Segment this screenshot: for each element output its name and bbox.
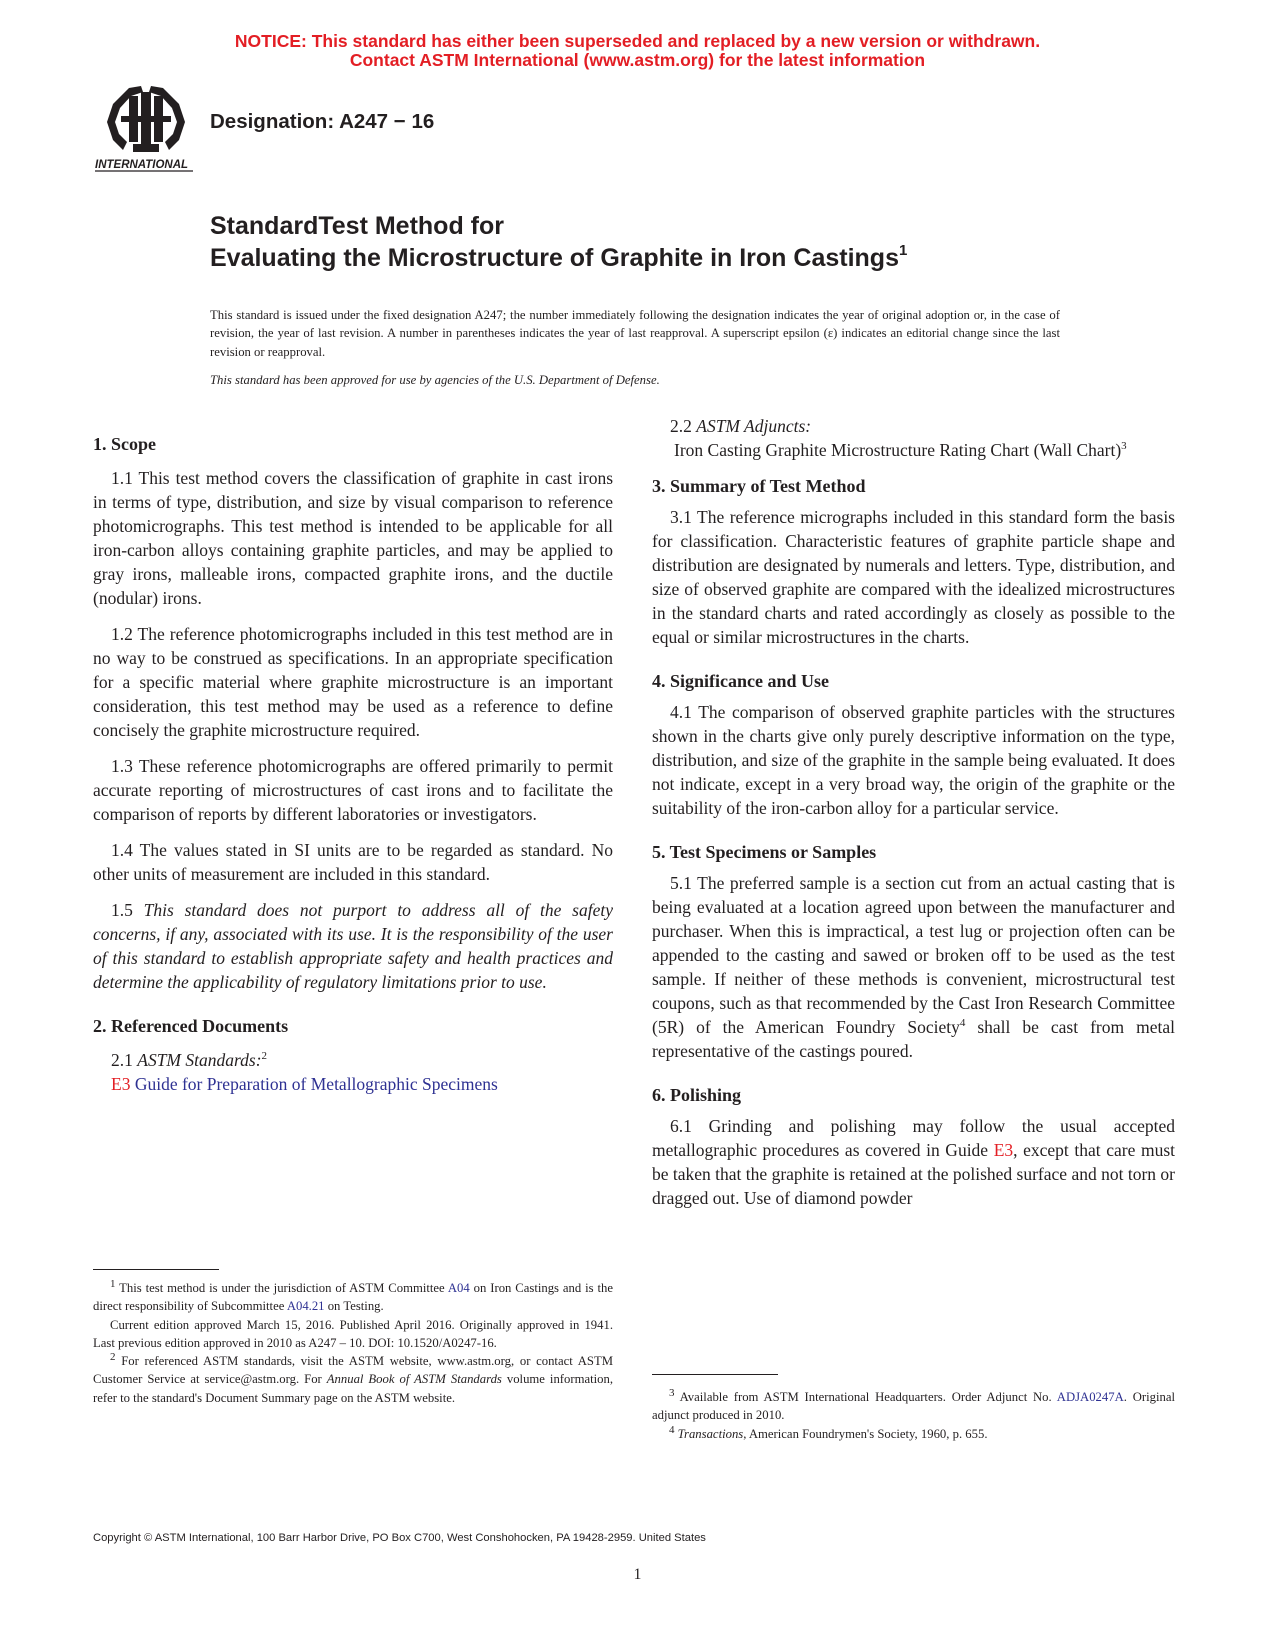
left-column [93,432,613,1096]
footnote-ref-2: 2 [261,1050,268,1063]
section-heading-specimens: 5. Test Specimens or Samples [652,842,877,862]
adjunct-item [652,438,1175,462]
adjunct-adja0247a-link[interactable]: ADJA0247A [1056,1390,1124,1404]
astm-standards-label: ASTM Standards: [137,1050,262,1070]
paragraph-1-5-number: 1.5 [111,900,133,920]
e3-code-link[interactable]: E3 [111,1074,131,1094]
section-heading-scope: 1. Scope [93,434,156,454]
footnotes-right [652,1388,1175,1443]
paragraph-1-5 [93,898,613,994]
paragraph-3-1: 3.1 The reference micrographs included in this standard form the basis for classification. Characteristic features of graphite particle shape and distribution are designated by numerals and letters. Type, distribution, and size of observed graphite are compared with the idealized microstructures in the standard charts and rated accordingly as closely as possible to the equal or similar microstructures in the charts. [652,507,1175,647]
notice-line-1: NOTICE: This standard has either been superseded and replaced by a new version or withdrawn. [234,31,1041,51]
dod-approval-statement: This standard has been approved for use by agencies of the U.S. Department of Defense. [210,373,660,387]
paragraph-1-1: 1.1 This test method covers the classification of graphite in cast irons in terms of type, distribution, and size by visual comparison to reference photomicrographs. This test method is intended to be applicable for all iron-carbon alloys containing graphite particles, and may be applied to gray irons, malleable irons, compacted graphite irons, and the ductile (nodular) irons. [93,468,613,608]
subcommittee-a04-21-link[interactable]: A04.21 [286,1299,325,1314]
copyright-footer: Copyright © ASTM International, 100 Barr Harbor Drive, PO Box C700, West Conshohocken, PA 19428-2959. United States [93,1532,706,1544]
footnote-2-number: 2 [110,1350,116,1363]
title-line-1: StandardTest Method for [210,212,504,240]
page-number: 1 [633,1566,642,1583]
paragraph-2-2 [652,414,1175,438]
footnote-2-text-b: volume information, refer to the standard's Document Summary page on the ASTM website. [93,1372,613,1405]
right-column [652,416,1175,1210]
e3-inline-link[interactable]: E3 [993,1140,1014,1160]
footnote-2 [93,1352,613,1407]
title-line-2 [210,242,907,274]
committee-a04-link[interactable]: A04 [447,1281,470,1295]
paragraph-4-1: 4.1 The comparison of observed graphite particles with the structures shown in the charts give only purely descriptive information on the type, distribution, and size of the graphite in the sample being evaluated. It does not indicate, except in a very broad way, the origin of the graphite or the suitability of the iron-carbon alloy for a particular service. [652,702,1175,818]
section-heading-referenced-documents: 2. Referenced Documents [93,1016,289,1036]
paragraph-5-1-text-b: shall be cast from metal representative of the castings poured. [652,1017,1175,1061]
footnote-4-text: , American Foundrymen's Society, 1960, p. 655. [743,1426,988,1441]
footnote-3-text-a: Available from ASTM International Headquarters. Order Adjunct No. [674,1390,1057,1404]
section-heading-polishing: 6. Polishing [652,1085,742,1105]
footnote-1-text-b: on Iron Castings and is the direct responsibility of Subcommittee [93,1281,613,1314]
notice-line-2: Contact ASTM International (www.astm.org) for the latest information [349,50,926,70]
section-heading-significance: 4. Significance and Use [652,671,830,691]
paragraph-5-1-text-a: 5.1 The preferred sample is a section cut from an actual casting that is being evaluated at a location agreed upon between the manufacturer and purchaser. When this is impractical, a test lug or projection often can be appended to the casting and sawed or broken off to be used as the test sample. If neither of these methods is convenient, microstructural test coupons, such as that recommended by the Cast Iron Research Committee (5R) of the American Foundry Society [652,873,1175,1037]
paragraph-1-5-text: This standard does not purport to address all of the safety concerns, if any, associated with its use. It is the responsibility of the user of this standard to establish appropriate safety and health practices and determine the applicability of regulatory limitations prior to use. [93,900,613,992]
footnote-4 [652,1425,1175,1443]
logo-text: INTERNATIONAL [95,159,189,171]
footnote-4-italic: Transactions [677,1426,744,1441]
superseded-notice [0,32,1275,70]
document-title [210,210,907,274]
footnote-1-number: 1 [110,1277,116,1290]
paragraph-6-1-text-a: 6.1 Grinding and polishing may follow the usual accepted metallographic procedures as covered in Guide [652,1116,1175,1160]
footnote-3-text-b: . Original adjunct produced in 2010. [652,1390,1175,1423]
footnote-divider-left [93,1269,219,1270]
title-line-2-text: Evaluating the Microstructure of Graphite in Iron Castings [210,244,899,272]
section-heading-summary: 3. Summary of Test Method [652,476,866,496]
e3-title-link[interactable]: Guide for Preparation of Metallographic Specimens [134,1074,498,1094]
paragraph-2-1 [93,1048,613,1072]
paragraph-2-2-number: 2.2 [670,416,692,436]
paragraph-1-2: 1.2 The reference photomicrographs included in this test method are in no way to be construed as specifications. In an appropriate specification for a specific material where graphite microstructure is an important consideration, this test method may be used as a reference to define concisely the graphite microstructure required. [93,624,613,740]
footnote-3-number: 3 [669,1386,675,1399]
paragraph-5-1 [652,871,1175,1063]
astm-adjuncts-label: ASTM Adjuncts: [696,416,812,436]
footnote-divider-right [652,1374,778,1375]
astm-logo [93,82,199,174]
footnote-1-edition: Current edition approved March 15, 2016. Published April 2016. Originally approved in 1941. Last previous edition approved in 2010 as A247 – 10. DOI: 10.1520/A0247-16. [93,1317,613,1350]
footnote-ref-3: 3 [1121,440,1127,453]
title-footnote-ref: 1 [898,241,908,259]
footnote-ref-4: 4 [959,1017,966,1030]
footnote-3 [652,1388,1175,1425]
paragraph-6-1 [652,1114,1175,1210]
issued-statement: This standard is issued under the fixed designation A247; the number immediately following the designation indicates the year of original adoption or, in the case of revision, the year of last revision. A number in parentheses indicates the year of last reapproval. A superscript epsilon (ε) indicates an editorial change since the last revision or reapproval. [210,308,1060,359]
adjunct-title: Iron Casting Graphite Microstructure Rating Chart (Wall Chart) [674,440,1122,460]
footnotes-left [93,1279,613,1407]
footnote-2-italic: Annual Book of ASTM Standards [326,1372,502,1387]
footnote-2-text-a: For referenced ASTM standards, visit the ASTM website, www.astm.org, or contact ASTM Customer Service at service@astm.org. For [93,1354,613,1387]
footnote-4-number: 4 [669,1423,675,1436]
footnote-1-text-c: on Testing. [324,1299,384,1314]
paragraph-2-1-number: 2.1 [111,1050,133,1070]
designation: Designation: A247 − 16 [210,110,435,133]
referenced-standard-e3[interactable] [93,1072,613,1096]
footnote-1 [93,1279,613,1316]
footnote-1-text-a: This test method is under the jurisdiction of ASTM Committee [115,1281,448,1295]
paragraph-6-1-text-b: , except that care must be taken that the graphite is retained at the polished surface and not torn or dragged out. Use of diamond powder [652,1140,1175,1208]
paragraph-1-3: 1.3 These reference photomicrographs are offered primarily to permit accurate reporting of microstructures of cast irons and to facilitate the comparison of reports by different laboratories or investigators. [93,756,613,824]
paragraph-1-4: 1.4 The values stated in SI units are to be regarded as standard. No other units of measurement are included in this standard. [93,840,613,884]
